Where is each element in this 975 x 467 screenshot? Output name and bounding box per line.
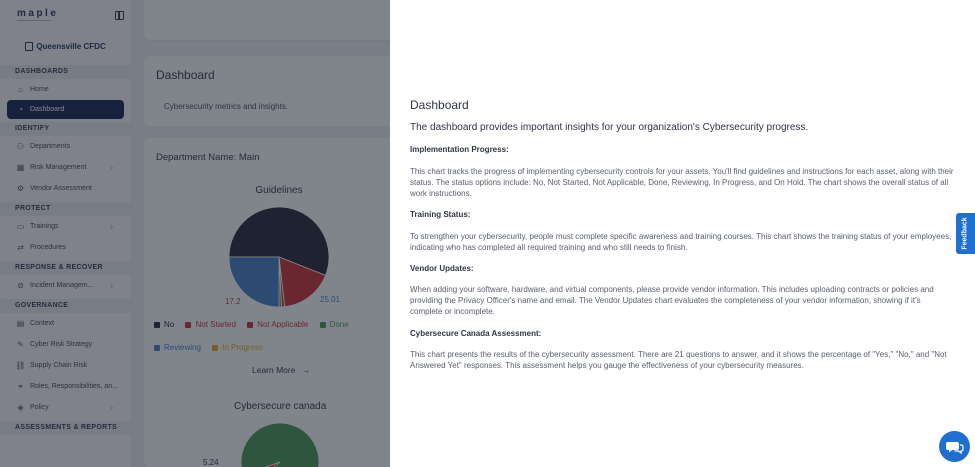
drawer-title: Dashboard [410, 98, 469, 112]
chat-launcher-button[interactable] [939, 431, 970, 462]
section-heading-cybersecure-canada: Cybersecure Canada Assessment: [410, 329, 542, 338]
section-body-training: To strengthen your cybersecurity, people must complete specific awareness and training courses. This chart shows the training status of your employees, indicating who has completed all required training and who still needs to finish. [410, 232, 952, 253]
drawer-lead: The dashboard provides important insights for your organization's Cybersecurity progress. [410, 122, 809, 133]
section-heading-training: Training Status: [410, 210, 471, 219]
section-heading-vendor: Vendor Updates: [410, 264, 474, 273]
section-body-vendor: When adding your software, hardware, and virtual components, please provide vendor information. This includes uploading contracts or policies and providing the Privacy Officer's name and email. The Vendor Updates chart evaluates the completeness of your vendor information, showing if it's complete or incomplete. [410, 285, 934, 317]
modal-backdrop[interactable] [0, 0, 390, 467]
feedback-label: Feedback [962, 217, 970, 250]
section-heading-implementation: Implementation Progress: [410, 145, 509, 154]
feedback-tab[interactable] [956, 213, 975, 254]
chat-bubble-icon [946, 439, 964, 455]
info-drawer [390, 0, 975, 467]
section-body-implementation: This chart tracks the progress of implementing cybersecurity controls for your assets. You'll find guidelines and instructions for each asset, along with their status. The status options include: No, Not Started, Not Applicable, Done, Reviewing, In Progress, and On Hold. The chart shows the overall status of all work instructions. [410, 167, 954, 199]
section-body-cybersecure-canada: This chart presents the results of the cybersecurity assessment. There are 21 questions to answer, and it shows the percentage of "Yes," "No," and "Not Answered Yet" responses. This assessment helps you gauge the effectiveness of your cybersecurity measures. [410, 350, 947, 371]
